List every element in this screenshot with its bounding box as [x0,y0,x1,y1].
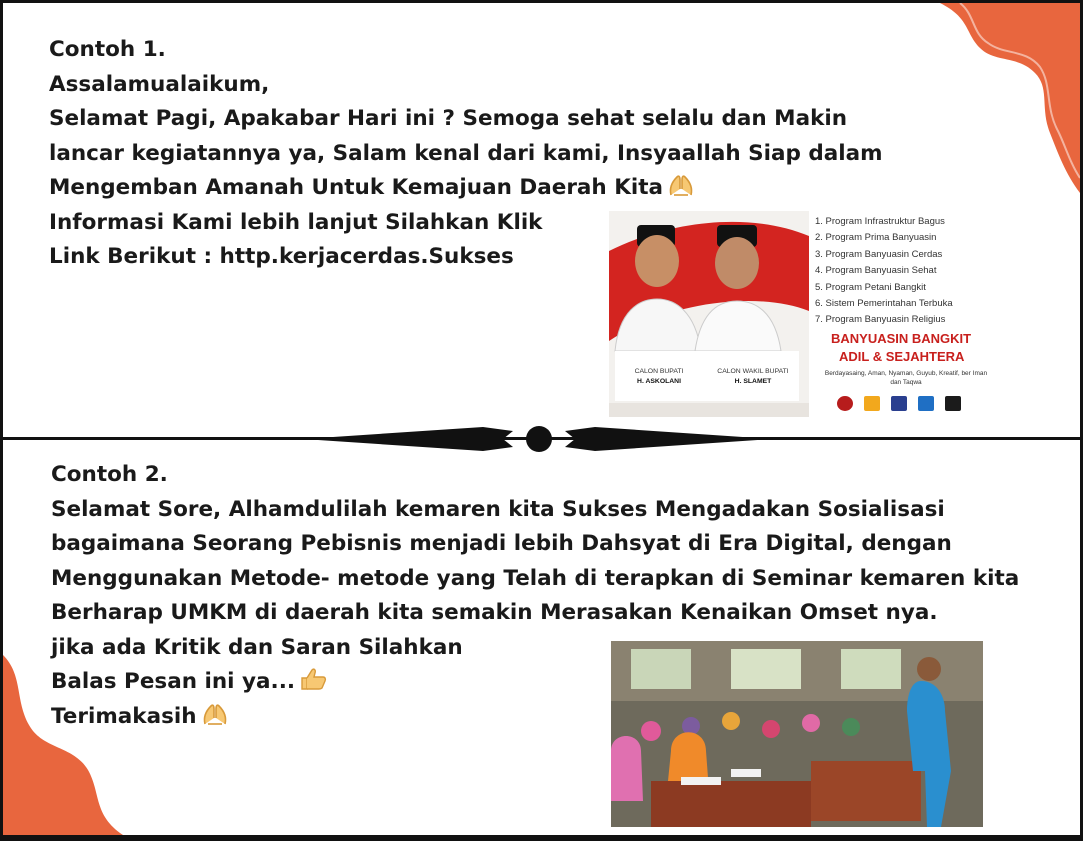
message-line: lancar kegiatannya ya, Salam kenal dari kami, Insyaallah Siap dalam [49,140,883,166]
message-line: Berharap UMKM di daerah kita semakin Merasakan Kenaikan Omset nya. [51,600,938,625]
party-logo [891,396,907,411]
message-line: jika ada Kritik dan Saran Silahkan [51,634,463,660]
message-line: Informasi Kami lebih lanjut Silahkan Klik [49,209,543,235]
divider-ornament [303,419,773,459]
candidate-2-name: H. SLAMET [734,378,772,385]
party-logo [864,396,880,411]
campaign-poster-image [609,211,1000,417]
greeting: Assalamualaikum, [49,71,270,97]
example-1-heading: Contoh 1. [49,37,166,62]
party-logo [837,396,853,411]
message-line-text: Balas Pesan ini ya... [51,669,296,694]
program-item: 3. Program Banyuasin Cerdas [815,248,943,260]
program-list [815,214,953,329]
message-line-text: Mengemban Amanah Untuk Kemajuan Daerah Kita [49,175,664,200]
candidate-2-role: CALON WAKIL BUPATI [717,368,789,375]
message-line [49,171,883,206]
poster-tagline: Berdayasaing, Aman, Nyaman, Guyub, Kreatif, ber Iman dan Taqwa [824,370,988,386]
link-line: Link Berikut : http.kerjacerdas.Sukses [49,244,514,269]
slogan-line-2: ADIL & SEJAHTERA [839,349,965,364]
party-logos [837,396,967,415]
candidate-1-caption [619,367,699,387]
program-item: 1. Program Infrastruktur Bagus [815,216,945,227]
message-line: Selamat Pagi, Apakabar Hari ini ? Semoga sehat selalu dan Makin [49,106,848,131]
program-item: 5. Program Petani Bangkit [815,281,926,293]
message-line: Menggunakan Metode- metode yang Telah di terapkan di Seminar kemaren kita [51,565,1020,591]
pray-hands-icon [667,173,695,197]
pray-hands-icon [201,702,229,726]
example-2-heading: Contoh 2. [51,462,168,487]
program-item: 6. Sistem Pemerintahan Terbuka [815,298,953,310]
program-item: 4. Program Banyuasin Sehat [815,265,937,277]
candidate-1-name: H. ASKOLANI [637,378,681,385]
seminar-photo [611,641,983,827]
closing-text: Terimakasih [51,703,197,729]
message-line: Selamat Sore, Alhamdulilah kemaren kita Sukses Mengadakan Sosialisasi [51,496,945,522]
orange-blob-top-right [900,3,1080,193]
candidate-2-caption [705,367,801,387]
card-frame [3,3,1080,835]
program-item: 7. Program Banyuasin Religius [815,314,946,326]
program-item: 2. Program Prima Banyuasin [815,232,937,244]
candidate-1-role: CALON BUPATI [634,368,684,375]
party-logo [945,396,961,411]
party-logo [918,396,934,411]
slogan-line-1: BANYUASIN BANGKIT [831,331,972,346]
thumbs-up-icon [299,667,327,691]
message-line: bagaimana Seorang Pebisnis menjadi lebih Dahsyat di Era Digital, dengan [51,531,952,556]
